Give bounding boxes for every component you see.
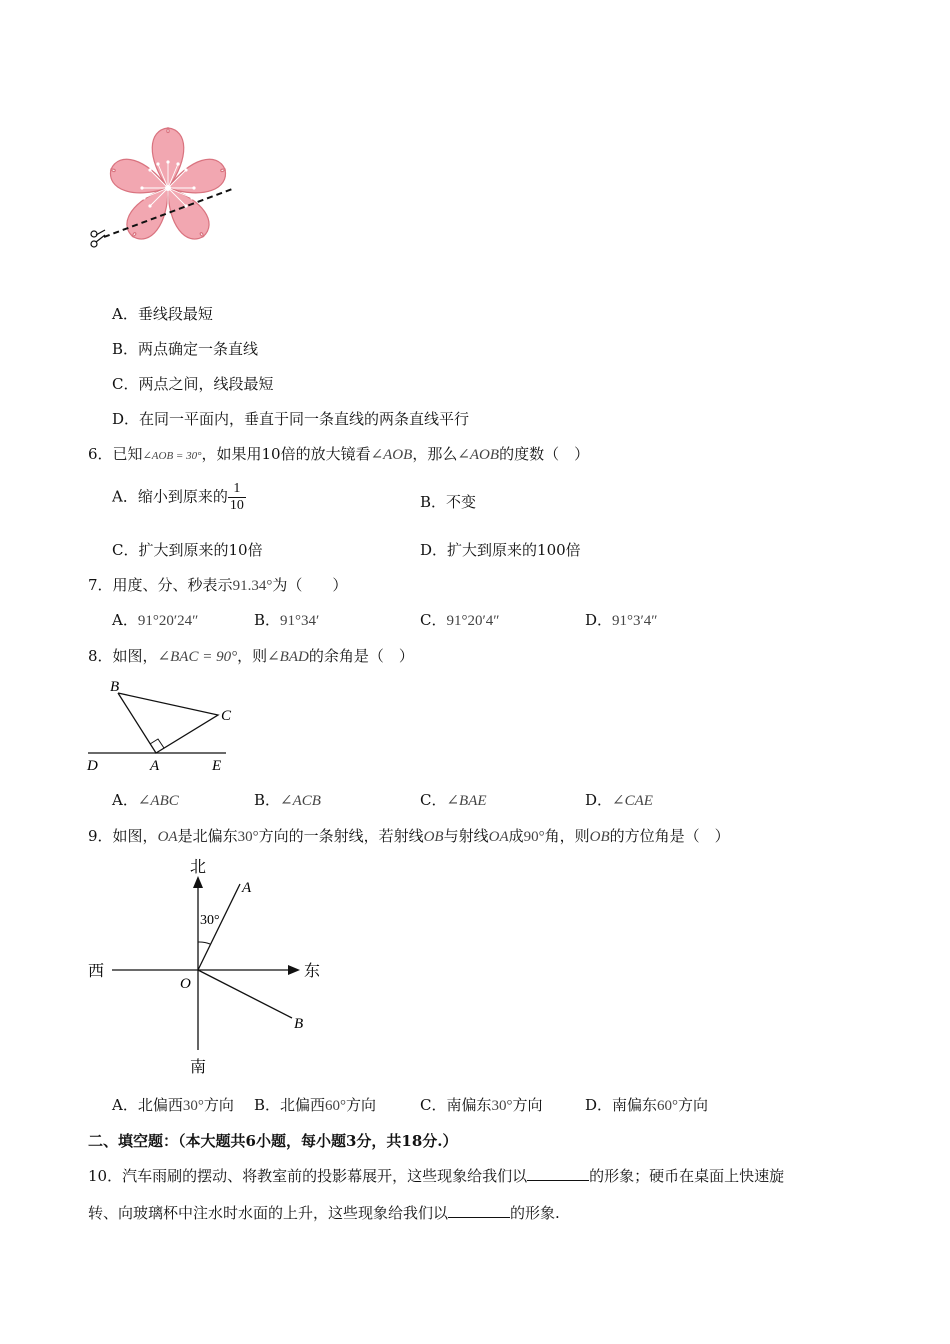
- label-b: B: [110, 679, 120, 695]
- stem-text: ，如果用10倍的放大镜看: [201, 445, 371, 463]
- q9-option-c: [420, 1094, 543, 1115]
- option-angle: 60°: [657, 1098, 679, 1114]
- stem-text: 如图，: [112, 647, 158, 665]
- option-angle: 30°: [491, 1098, 513, 1114]
- q9-option-d: [585, 1094, 708, 1115]
- label-a: A: [150, 758, 160, 774]
- q10-line-2: [88, 1202, 560, 1223]
- option-text: 不变: [446, 493, 477, 511]
- q6-stem: [88, 443, 589, 464]
- fraction-numerator: 1: [228, 481, 246, 498]
- math-expr: ∠AOB: [370, 447, 413, 463]
- triangle-bac: [118, 693, 218, 753]
- option-angle: 60°: [325, 1098, 347, 1114]
- option-value: ∠ACB: [280, 793, 321, 809]
- q5-option-d: [112, 408, 469, 429]
- option-text: 方向: [512, 1096, 543, 1114]
- option-letter: D．: [420, 541, 448, 559]
- option-text: 南偏东: [612, 1096, 658, 1114]
- stem-text: 方向的一条射线，若射线: [258, 827, 424, 845]
- stem-text: ，那么: [412, 445, 458, 463]
- q5-option-c: [112, 373, 274, 394]
- option-letter: D．: [585, 1096, 613, 1114]
- option-letter: B．: [420, 493, 447, 511]
- triangle-figure: [84, 675, 244, 775]
- q8-option-c: [420, 789, 487, 810]
- stem-text: 是北偏东: [177, 827, 238, 845]
- ray-ob: [198, 970, 292, 1018]
- stem-text: 的方位角是（ ）: [609, 827, 730, 845]
- math-expr: ∠BAC = 90°: [157, 649, 238, 665]
- option-letter: A．: [112, 791, 138, 809]
- option-text: 方向: [346, 1096, 377, 1114]
- option-letter: A．: [112, 611, 138, 629]
- question-number: 10．: [88, 1167, 123, 1185]
- option-letter: D．: [112, 410, 140, 428]
- q8-stem: [88, 645, 414, 666]
- option-letter: C．: [112, 375, 139, 393]
- q7-option-d: [585, 609, 658, 630]
- answer-blank[interactable]: [448, 1203, 510, 1218]
- q6-option-d: [420, 539, 581, 560]
- label-north: 北: [190, 859, 207, 876]
- question-number: 8．: [88, 647, 113, 665]
- stem-text: 的度数（ ）: [499, 445, 590, 463]
- stem-text: 已知: [112, 445, 143, 463]
- north-arrow-icon: [193, 876, 203, 888]
- stem-text: 的形象.: [510, 1204, 560, 1222]
- q10-line-1: [88, 1165, 784, 1186]
- stem-text: 的余角是（ ）: [308, 647, 414, 665]
- answer-blank[interactable]: [527, 1166, 589, 1181]
- q9-option-a: [112, 1094, 234, 1115]
- option-letter: B．: [254, 791, 281, 809]
- math-expr: 91.34°: [232, 578, 273, 594]
- option-text: 方向: [203, 1096, 234, 1114]
- stem-text: 转、向玻璃杯中注水时水面的上升，这些现象给我们以: [88, 1204, 449, 1222]
- label-angle: 30°: [200, 913, 220, 928]
- scissors-icon: [91, 230, 105, 247]
- option-letter: A．: [112, 305, 138, 323]
- option-text: 北偏西: [280, 1096, 326, 1114]
- q6-option-a: [112, 481, 246, 514]
- option-text: 两点确定一条直线: [138, 340, 259, 358]
- q7-option-c: [420, 609, 500, 630]
- math-expr: OA: [157, 829, 178, 845]
- question-number: 7．: [88, 576, 113, 594]
- math-expr: ∠AOB: [457, 447, 500, 463]
- option-text: 扩大到原来的10倍: [138, 541, 263, 559]
- q6-option-c: [112, 539, 263, 560]
- q9-stem: [88, 825, 730, 846]
- question-number: 9．: [88, 827, 113, 845]
- option-text: 北偏西: [137, 1096, 183, 1114]
- option-letter: C．: [420, 611, 447, 629]
- math-expr: ∠BAD: [267, 649, 309, 665]
- label-d: D: [87, 758, 98, 774]
- math-expr: 90°: [523, 829, 545, 845]
- option-text: 缩小到原来的: [137, 487, 228, 506]
- q7-stem: [88, 574, 347, 595]
- stem-text: ，则: [237, 647, 268, 665]
- option-text: 方向: [678, 1096, 709, 1114]
- fraction-denominator: 10: [229, 498, 244, 513]
- stem-text: 用度、分、秒表示: [112, 576, 233, 594]
- q8-option-d: [585, 789, 653, 810]
- stem-text: 的形象；硬币在桌面上快速旋: [589, 1167, 785, 1185]
- label-o: O: [180, 976, 191, 992]
- option-value: 91°34′: [280, 613, 320, 629]
- stem-text: 成: [508, 827, 524, 845]
- option-letter: C．: [420, 791, 447, 809]
- q5-option-a: [112, 303, 213, 324]
- stem-text: 与射线: [443, 827, 489, 845]
- option-letter: D．: [585, 611, 613, 629]
- stem-text: 汽车雨刷的摆动、将教室前的投影幕展开，这些现象给我们以: [122, 1167, 528, 1185]
- stem-text: 如图，: [112, 827, 158, 845]
- q7-option-a: [112, 609, 198, 630]
- east-arrow-icon: [288, 965, 300, 975]
- label-south: 南: [190, 1059, 207, 1076]
- option-value: ∠CAE: [612, 793, 653, 809]
- math-expr: 30°: [237, 829, 259, 845]
- option-text: 两点之间，线段最短: [138, 375, 274, 393]
- flower-icon: [106, 128, 230, 246]
- option-letter: B．: [254, 611, 281, 629]
- option-value: ∠ABC: [137, 793, 179, 809]
- option-letter: C．: [420, 1096, 447, 1114]
- option-text: 扩大到原来的100倍: [447, 541, 581, 559]
- option-text: 垂线段最短: [137, 305, 213, 323]
- fraction: [228, 481, 246, 514]
- option-angle: 30°: [182, 1098, 204, 1114]
- angle-arc: [198, 942, 210, 944]
- section-title: 二、填空题：（本大题共6小题，每小题3分，共18分.）: [88, 1132, 458, 1150]
- stem-text: 为（ ）: [272, 576, 348, 594]
- option-value: 91°3′4″: [612, 613, 658, 629]
- option-letter: A．: [112, 487, 138, 506]
- option-value: ∠BAE: [446, 793, 487, 809]
- compass-figure: [84, 850, 334, 1080]
- label-west: 西: [88, 963, 105, 980]
- option-letter: D．: [585, 791, 613, 809]
- q8-option-b: [254, 789, 321, 810]
- label-e: E: [212, 758, 222, 774]
- option-text: 在同一平面内，垂直于同一条直线的两条直线平行: [139, 410, 470, 428]
- label-a: A: [242, 880, 252, 896]
- label-b: B: [294, 1016, 304, 1032]
- math-expr: ∠AOB = 30°: [142, 450, 202, 462]
- stem-text: 角，则: [544, 827, 590, 845]
- option-value: 91°20′4″: [446, 613, 500, 629]
- q8-option-a: [112, 789, 179, 810]
- q6-option-b: [420, 491, 476, 512]
- math-expr: OA: [488, 829, 509, 845]
- option-value: 91°20′24″: [137, 613, 199, 629]
- flower-scissors-figure: [80, 122, 250, 262]
- option-letter: A．: [112, 1096, 138, 1114]
- option-text: 南偏东: [446, 1096, 492, 1114]
- option-letter: C．: [112, 541, 139, 559]
- math-expr: OB: [423, 829, 444, 845]
- question-number: 6．: [88, 445, 113, 463]
- math-expr: OB: [589, 829, 610, 845]
- label-c: C: [221, 708, 232, 724]
- label-east: 东: [304, 963, 321, 980]
- q9-option-b: [254, 1094, 376, 1115]
- q7-option-b: [254, 609, 319, 630]
- option-letter: B．: [112, 340, 139, 358]
- q5-option-b: [112, 338, 258, 359]
- option-letter: B．: [254, 1096, 281, 1114]
